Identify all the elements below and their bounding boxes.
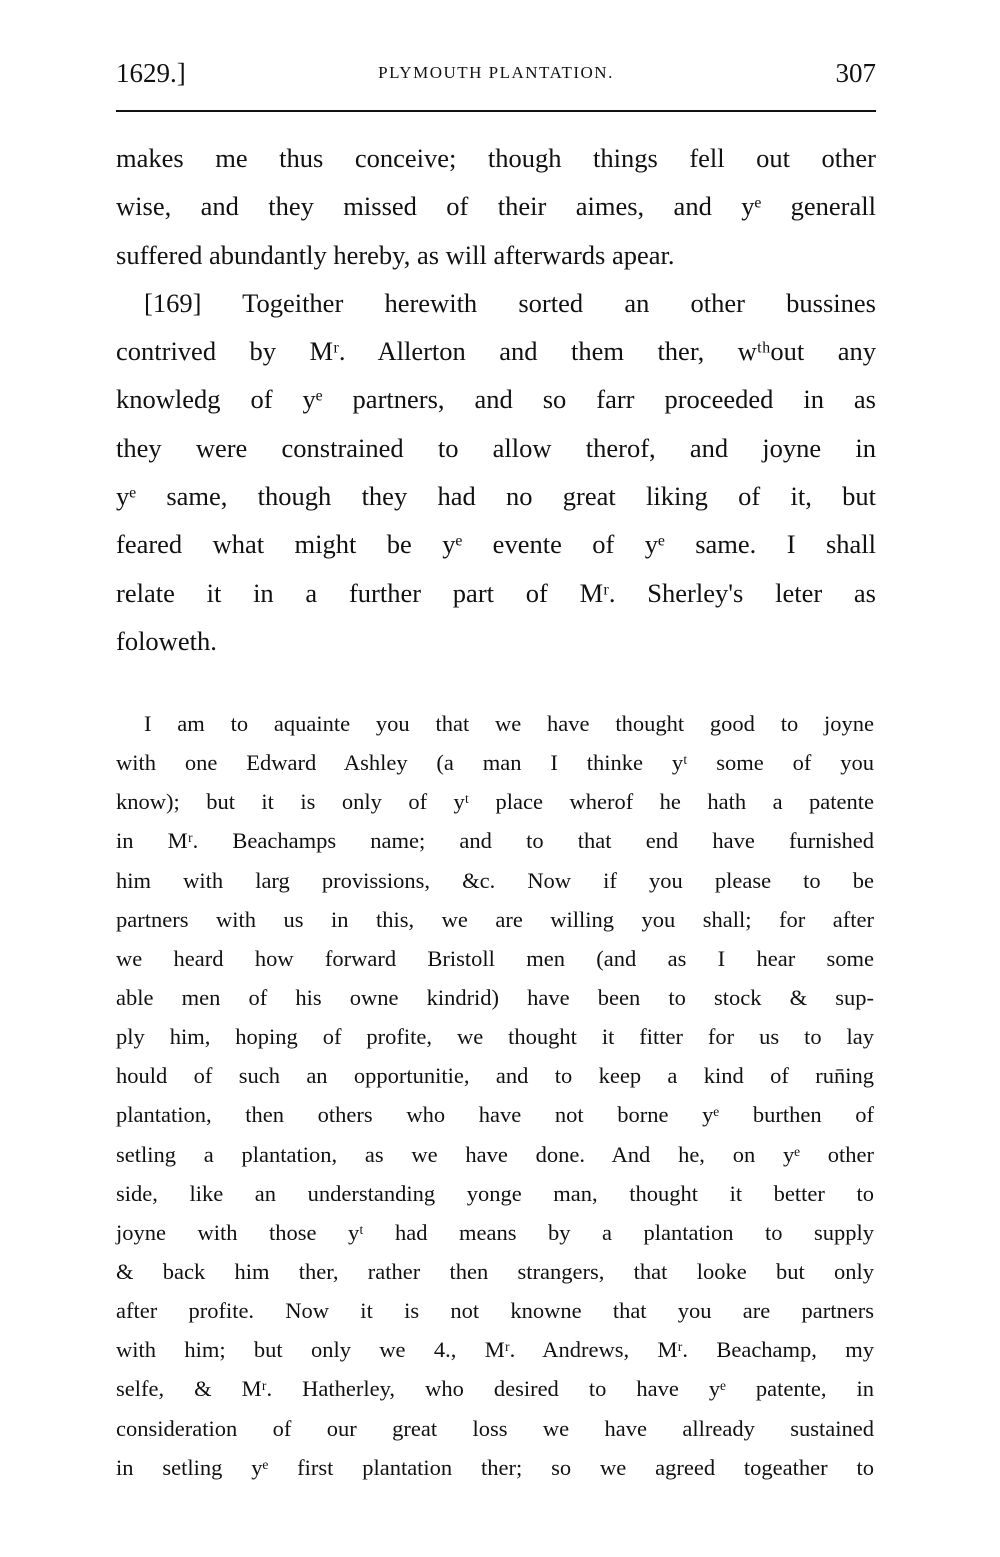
text-line: in setling yᵉ first plantation ther; so we agreed togeather to <box>116 1454 874 1480</box>
text-line: joyne with those yᵗ had means by a plantation to supply <box>116 1219 874 1245</box>
text-line: him with larg provissions, &c. Now if you please to be <box>116 867 874 893</box>
text-line: able men of his owne kindrid) have been to stock & sup- <box>116 984 874 1010</box>
text-line: with him; but only we 4., Mʳ. Andrews, Mʳ. Beachamp, my <box>116 1337 874 1363</box>
text-line: hould of such an opportunitie, and to keep a kind of run̄ing <box>116 1063 874 1089</box>
text-line: suffered abundantly hereby, as will afterwards apear. <box>116 239 675 270</box>
text-line: relate it in a further part of Mʳ. Sherley's leter as <box>116 577 876 608</box>
text-line: [169] Togeither herewith sorted an other bussines <box>144 287 876 318</box>
running-header <box>116 58 876 92</box>
text-line: feared what might be yᵉ evente of yᵉ same. I shall <box>116 529 876 560</box>
text-line: in Mʳ. Beachamps name; and to that end have furnished <box>116 828 874 854</box>
text-line: consideration of our great loss we have allready sustained <box>116 1415 874 1441</box>
text-line: with one Edward Ashley (a man I thinke yᵗ some of you <box>116 750 874 776</box>
main-text <box>116 134 876 665</box>
page-number: 307 <box>835 58 876 88</box>
text-line: selfe, & Mʳ. Hatherley, who desired to have yᵉ patente, in <box>116 1376 874 1402</box>
text-line: & back him ther, rather then strangers, that looke but only <box>116 1258 874 1284</box>
text-line: yᵉ same, though they had no great liking of it, but <box>116 481 876 512</box>
text-line: side, like an understanding yonge man, thought it better to <box>116 1180 874 1206</box>
text-line: knowledg of yᵉ partners, and so farr proceeded in as <box>116 384 876 415</box>
text-line: wise, and they missed of their aimes, and yᵉ generall <box>116 191 876 222</box>
text-line: know); but it is only of yᵗ place wherof he hath a patente <box>116 789 874 815</box>
text-line: makes me thus conceive; though things fell out other <box>116 143 876 173</box>
text-line: they were constrained to allow therof, and joyne in <box>116 432 876 463</box>
text-line: contrived by Mʳ. Allerton and them ther, wᵗʰout any <box>116 336 876 367</box>
header-rule <box>116 110 876 112</box>
text-line: ply him, hoping of profite, we thought it fitter for us to lay <box>116 1024 874 1050</box>
text-line: partners with us in this, we are willing you shall; for after <box>116 906 874 932</box>
text-line: setling a plantation, as we have done. And he, on yᵉ other <box>116 1141 874 1167</box>
header-year: 1629.] <box>116 58 186 88</box>
text-line: after profite. Now it is not knowne that you are partners <box>116 1298 874 1324</box>
quoted-letter <box>116 704 874 1487</box>
header-title: PLYMOUTH PLANTATION. <box>378 63 614 82</box>
text-line: we heard how forward Bristoll men (and as I hear some <box>116 945 874 971</box>
text-line: plantation, then others who have not borne yᵉ burthen of <box>116 1102 874 1128</box>
text-line: foloweth. <box>116 625 217 656</box>
text-line: I am to aquainte you that we have thought good to joyne <box>144 711 874 736</box>
